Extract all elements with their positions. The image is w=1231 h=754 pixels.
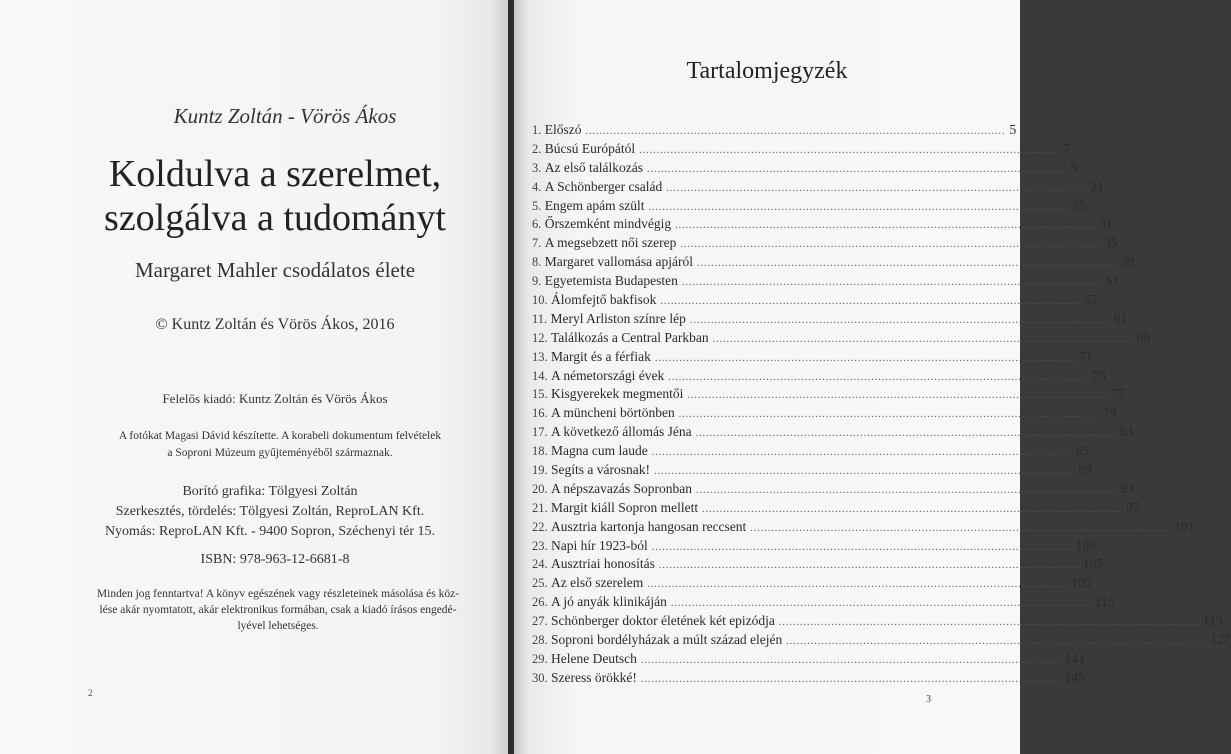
toc-entry-title: Kisgyerekek megmentői xyxy=(551,386,684,402)
toc-entry-title: Margit kiáll Sopron mellett xyxy=(551,499,699,515)
book-title-line1: Koldulva a szerelmet, xyxy=(108,153,442,195)
toc-entry-title: Margaret vallomása apjáról xyxy=(544,254,693,270)
rights-line3: lyével lehetséges. xyxy=(237,620,319,632)
toc-entry-page: 101 xyxy=(1174,518,1195,534)
toc-leader-dots: ........................................................................................................................ xyxy=(687,390,1108,402)
toc-entry-number: 18. xyxy=(532,444,548,459)
book-authors: Kuntz Zoltán - Vörös Ákos xyxy=(173,104,397,128)
toc-leader-dots: ........................................................................................................................ xyxy=(670,598,1091,610)
toc-entry-title: Szeress örökké! xyxy=(551,669,637,685)
toc-entry-title: Engem apám szült xyxy=(544,197,645,213)
toc-leader-dots: ........................................................................................................................ xyxy=(658,560,1079,572)
toc-entry-number: 4. xyxy=(532,179,542,194)
toc-entry-title: Napi hír 1923-ból xyxy=(551,537,648,553)
toc-entry-page: 119 xyxy=(1202,613,1223,629)
toc-entry-title: Soproni bordélyházak a múlt század elején xyxy=(551,632,783,648)
toc-entry-title: Előszó xyxy=(544,122,582,137)
toc-entry-title: A megsebzett női szerep xyxy=(544,235,677,251)
toc-entry-number: 5. xyxy=(532,198,542,213)
toc-entry xyxy=(532,669,1086,689)
toc-entry-page: 57 xyxy=(1084,292,1098,308)
toc-entry-page: 127 xyxy=(1210,632,1231,648)
toc-entry xyxy=(532,310,1128,330)
rights-line1: Minden jog fenntartva! A könyv egészének vagy részleteinek másolása és köz- xyxy=(96,588,460,600)
toc-entry-title: A Schönberger család xyxy=(544,178,663,194)
toc-entry-number: 3. xyxy=(532,160,542,175)
toc-entry-number: 22. xyxy=(532,519,548,534)
toc-entry-number: 29. xyxy=(532,651,548,666)
toc-entry xyxy=(532,348,1093,368)
toc-entry-page: 93 xyxy=(1119,480,1134,496)
rights-notice xyxy=(88,586,468,634)
production-credits xyxy=(40,482,500,542)
toc-leader-dots: ........................................................................................................................ xyxy=(786,636,1207,648)
toc-entry-title: Találkozás a Central Parkban xyxy=(551,329,709,345)
toc-entry-title: Magna cum laude xyxy=(551,443,648,459)
toc-entry-title: Ausztriai honosítás xyxy=(551,556,655,572)
toc-entry-number: 2. xyxy=(532,141,542,156)
toc-entry xyxy=(532,462,1092,481)
toc-entry-title: Schönberger doktor életének két epizódja xyxy=(551,613,775,629)
toc-entry-page: 7 xyxy=(1063,140,1070,156)
toc-entry-page: 79 xyxy=(1102,405,1117,421)
toc-entry xyxy=(532,197,1086,217)
toc-entry-page: 115 xyxy=(1094,594,1115,610)
toc-entry xyxy=(532,499,1140,519)
toc-entry xyxy=(532,443,1090,462)
toc-leader-dots: ........................................................................................................................ xyxy=(696,258,1117,270)
toc-entry-title: Az első szerelem xyxy=(551,575,644,591)
toc-leader-dots: ........................................................................................................................ xyxy=(680,239,1101,251)
toc-entry xyxy=(532,632,1231,651)
toc-leader-dots: ........................................................................................................................ xyxy=(646,163,1067,175)
toc-entry xyxy=(532,556,1104,575)
toc-entry-page: 77 xyxy=(1111,386,1125,402)
toc-entry-number: 8. xyxy=(532,255,542,270)
toc-entry-page: 97 xyxy=(1126,499,1140,515)
toc-entry-page: 71 xyxy=(1078,348,1093,364)
toc-entry xyxy=(532,159,1078,179)
toc-entry-page: 105 xyxy=(1082,556,1104,572)
toc-leader-dots: ........................................................................................................................ xyxy=(695,428,1116,440)
left-page xyxy=(0,0,510,754)
toc-entry-title: Búcsú Európától xyxy=(544,140,636,156)
toc-leader-dots: ........................................................................................................................ xyxy=(651,447,1072,459)
isbn: ISBN: 978-963-12-6681-8 xyxy=(200,552,350,567)
toc-entry xyxy=(532,329,1151,349)
toc-entry-page: 75 xyxy=(1092,367,1106,383)
toc-entry-number: 14. xyxy=(532,368,548,383)
toc-leader-dots: ........................................................................................................................ xyxy=(689,314,1110,326)
toc-entry-page: 103 xyxy=(1075,537,1096,553)
toc-entry-number: 7. xyxy=(532,236,542,251)
toc-entry-title: A müncheni börtönben xyxy=(551,405,675,421)
toc-entry xyxy=(532,650,1086,670)
toc-entry xyxy=(532,216,1113,235)
toc-entry xyxy=(532,178,1104,198)
toc-entry xyxy=(532,122,1017,141)
toc-entry xyxy=(532,367,1106,387)
toc-title: Tartalomjegyzék xyxy=(686,58,848,84)
toc-entry xyxy=(532,518,1195,538)
toc-entry-page: 9 xyxy=(1070,159,1078,175)
toc-entry xyxy=(532,386,1125,405)
toc-entry xyxy=(532,292,1098,311)
toc-entry-title: Az első találkozás xyxy=(544,159,643,175)
toc-entry-title: A következő állomás Jéna xyxy=(551,424,692,440)
toc-entry xyxy=(532,537,1096,557)
toc-leader-dots: ........................................................................................................................ xyxy=(640,654,1061,666)
copyright-notice: © Kuntz Zoltán és Vörös Ákos, 2016 xyxy=(155,316,395,333)
toc-leader-dots: ........................................................................................................................ xyxy=(653,466,1074,478)
photo-credits-line1: A fotókat Magasi Dávid készítette. A korabeli dokumentum felvételek xyxy=(118,430,442,442)
toc-leader-dots: ........................................................................................................................ xyxy=(640,673,1061,685)
toc-entry-title: A népszavazás Sopronban xyxy=(551,480,692,496)
toc-leader-dots: ........................................................................................................................ xyxy=(681,277,1102,289)
toc-leader-dots: ........................................................................................................................ xyxy=(695,484,1116,496)
toc-leader-dots: ........................................................................................................................ xyxy=(639,144,1060,156)
toc-entry xyxy=(532,235,1118,254)
toc-entry xyxy=(532,480,1134,500)
toc-entry-number: 23. xyxy=(532,538,548,553)
toc-entry-number: 9. xyxy=(532,274,542,289)
printing-credit: Nyomás: ReproLAN Kft. - 9400 Sopron, Széchenyi tér 15. xyxy=(104,524,436,539)
toc-entry-title: A németországi évek xyxy=(551,367,665,383)
book-subtitle: Margaret Mahler csodálatos élete xyxy=(134,258,416,282)
toc-leader-dots: ........................................................................................................................ xyxy=(585,126,1006,137)
toc-leader-dots: ........................................................................................................................ xyxy=(678,409,1099,421)
left-page-number: 2 xyxy=(88,688,93,698)
toc-entry xyxy=(532,254,1135,273)
toc-entry-number: 10. xyxy=(532,293,548,308)
toc-entry-title: Margit és a férfiak xyxy=(551,348,651,364)
table-of-contents xyxy=(532,122,1231,689)
toc-entry xyxy=(532,424,1134,443)
toc-entry-number: 1. xyxy=(532,123,542,137)
toc-entry-page: 39 xyxy=(1120,254,1135,270)
toc-entry-page: 89 xyxy=(1077,462,1092,478)
toc-entry xyxy=(532,613,1223,632)
toc-leader-dots: ........................................................................................................................ xyxy=(750,522,1171,534)
toc-entry-page: 35 xyxy=(1104,235,1118,251)
toc-entry-number: 25. xyxy=(532,576,548,591)
toc-leader-dots: ........................................................................................................................ xyxy=(778,617,1199,629)
toc-leader-dots: ........................................................................................................................ xyxy=(666,182,1087,194)
toc-entry-page: 31 xyxy=(1099,216,1113,232)
toc-entry-page: 141 xyxy=(1064,650,1086,666)
toc-entry-page: 145 xyxy=(1064,669,1086,685)
toc-entry xyxy=(532,575,1092,594)
toc-entry-title: Egyetemista Budapesten xyxy=(544,273,678,289)
toc-entry-number: 24. xyxy=(532,557,548,572)
toc-entry-number: 19. xyxy=(532,463,548,478)
photo-credits xyxy=(50,428,510,462)
toc-entry-number: 15. xyxy=(532,387,548,402)
toc-entry-page: 5 xyxy=(1009,122,1017,137)
toc-entry-page: 51 xyxy=(1105,273,1120,289)
toc-entry-number: 12. xyxy=(532,330,548,345)
toc-entry-page: 85 xyxy=(1075,443,1090,459)
cover-credit: Borító grafika: Tölgyesi Zoltán xyxy=(182,484,358,499)
toc-entry xyxy=(532,594,1115,613)
toc-entry-title: A jó anyák klinikáján xyxy=(551,594,667,610)
toc-entry-title: Ausztria kartonja hangosan reccsent xyxy=(551,518,747,534)
toc-entry-title: Őrszemként mindvégig xyxy=(544,216,672,232)
toc-entry-page: 61 xyxy=(1113,310,1128,326)
toc-entry-number: 6. xyxy=(532,217,542,232)
toc-entry-title: Segíts a városnak! xyxy=(551,462,650,478)
toc-leader-dots: ........................................................................................................................ xyxy=(651,541,1072,553)
toc-entry-page: 83 xyxy=(1119,424,1134,440)
toc-entry-title: Helene Deutsch xyxy=(551,650,637,666)
rights-line2: lése akár nyomtatott, akár elektronikus formában, csak a kiadó írásos engedé- xyxy=(99,604,457,616)
right-page-number: 3 xyxy=(926,694,931,705)
toc-entry-number: 27. xyxy=(532,614,548,629)
toc-entry-page: 25 xyxy=(1072,197,1086,213)
toc-entry xyxy=(532,405,1117,424)
toc-leader-dots: ........................................................................................................................ xyxy=(702,503,1123,515)
toc-entry xyxy=(532,273,1120,292)
toc-entry-page: 69 xyxy=(1136,329,1151,345)
photo-credits-line2: a Soproni Múzeum gyűjteményéből származnak. xyxy=(167,447,393,459)
toc-entry-number: 17. xyxy=(532,425,548,440)
toc-leader-dots: ........................................................................................................................ xyxy=(648,201,1069,213)
toc-entry-number: 13. xyxy=(532,349,548,364)
toc-leader-dots: ........................................................................................................................ xyxy=(660,296,1081,308)
editing-credit: Szerkesztés, tördelés: Tölgyesi Zoltán, ReproLAN Kft. xyxy=(115,504,425,519)
book-title-line2: szolgálva a tudományt xyxy=(104,197,446,239)
toc-leader-dots: ........................................................................................................................ xyxy=(654,352,1075,364)
toc-leader-dots: ........................................................................................................................ xyxy=(675,220,1096,232)
toc-entry xyxy=(532,140,1070,160)
toc-entry-number: 28. xyxy=(532,633,548,648)
toc-entry-number: 20. xyxy=(532,481,548,496)
toc-entry-page: 109 xyxy=(1071,575,1092,591)
toc-entry-title: Meryl Arliston színre lép xyxy=(550,310,686,326)
toc-entry-number: 16. xyxy=(532,406,548,421)
publisher-line: Felelős kiadó: Kuntz Zoltán és Vörös Ákos xyxy=(162,391,388,406)
toc-leader-dots: ........................................................................................................................ xyxy=(647,579,1068,591)
toc-entry-number: 11. xyxy=(532,311,548,326)
toc-entry-number: 26. xyxy=(532,595,548,610)
toc-leader-dots: ........................................................................................................................ xyxy=(668,371,1089,383)
toc-entry-page: 21 xyxy=(1090,178,1104,194)
toc-leader-dots: ........................................................................................................................ xyxy=(712,333,1133,345)
toc-entry-number: 30. xyxy=(532,670,548,685)
toc-entry-number: 21. xyxy=(532,500,548,515)
toc-entry-title: Álomfejtő bakfisok xyxy=(551,292,657,308)
